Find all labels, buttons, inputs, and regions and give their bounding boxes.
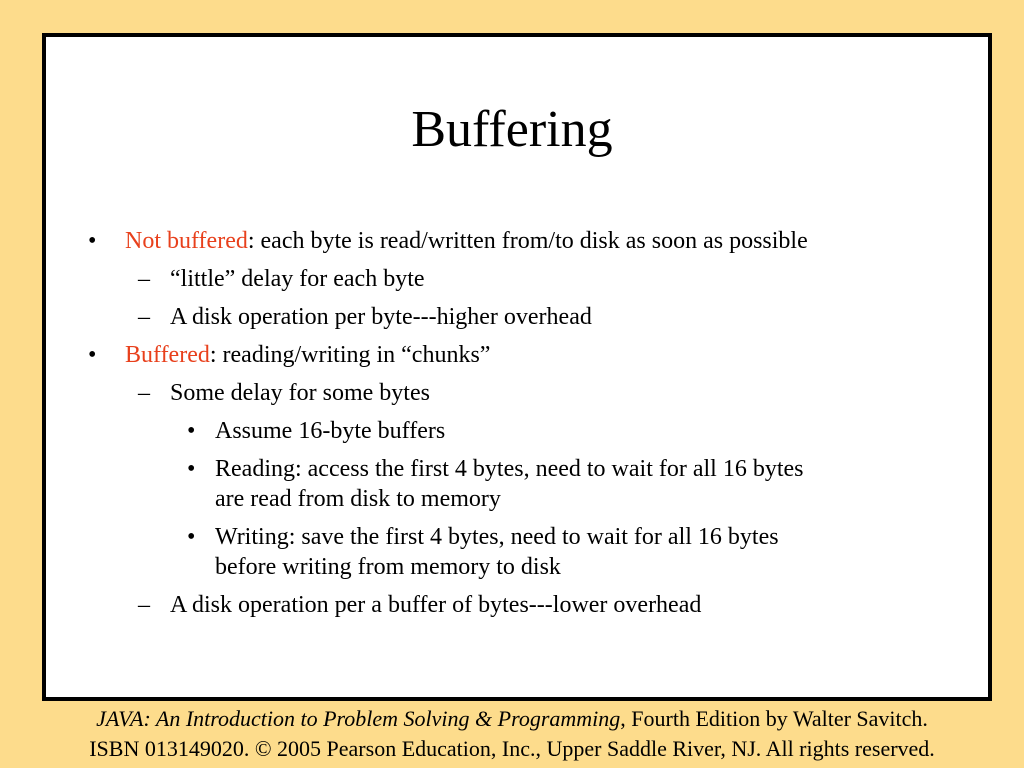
subsubbullet-writing [80,522,960,582]
bullet-not-buffered [80,226,960,256]
subbullet-higher-overhead [80,302,960,332]
bullet-text: A disk operation per a buffer of bytes---lower overhead [170,592,702,618]
bullet-text-line2: are read from disk to memory [215,486,501,512]
slide-content [80,226,960,620]
bullet-marker: • [187,524,196,550]
dash-marker: – [138,380,150,406]
bullet-marker: • [187,456,196,482]
bullet-text: Some delay for some bytes [170,380,430,406]
dash-marker: – [138,592,150,618]
bullet-marker: • [88,342,97,368]
dash-marker: – [138,304,150,330]
bullet-marker: • [187,418,196,444]
bullet-text-line1: Reading: access the first 4 bytes, need to wait for all 16 bytes [215,456,804,482]
bullet-text: : reading/writing in “chunks” [209,342,491,368]
bullet-text-line2: before writing from memory to disk [215,554,561,580]
book-title: JAVA: An Introduction to Problem Solving & Programming [96,706,621,731]
term-not-buffered: Not buffered [125,228,248,254]
bullet-text: “little” delay for each byte [170,266,425,292]
footer-line2: ISBN 013149020. © 2005 Pearson Education, Inc., Upper Saddle River, NJ. All rights reserved. [89,736,935,761]
subbullet-lower-overhead [80,590,960,620]
subbullet-some-delay [80,378,960,408]
subbullet-little-delay [80,264,960,294]
footer-line1 [0,704,1024,734]
bullet-marker: • [88,228,97,254]
bullet-text-line1: Writing: save the first 4 bytes, need to wait for all 16 bytes [215,524,779,550]
term-buffered: Buffered [125,342,210,368]
edition-text: , Fourth Edition by Walter Savitch. [620,706,928,731]
bullet-buffered [80,340,960,370]
subsubbullet-assume-buffers [80,416,960,446]
subsubbullet-reading [80,454,960,514]
bullet-text: : each byte is read/written from/to disk as soon as possible [247,228,808,254]
slide-title: Buffering [411,101,613,158]
bullet-text: A disk operation per byte---higher overhead [170,304,592,330]
footer-citation [0,704,1024,764]
bullet-text: Assume 16-byte buffers [215,418,446,444]
dash-marker: – [138,266,150,292]
